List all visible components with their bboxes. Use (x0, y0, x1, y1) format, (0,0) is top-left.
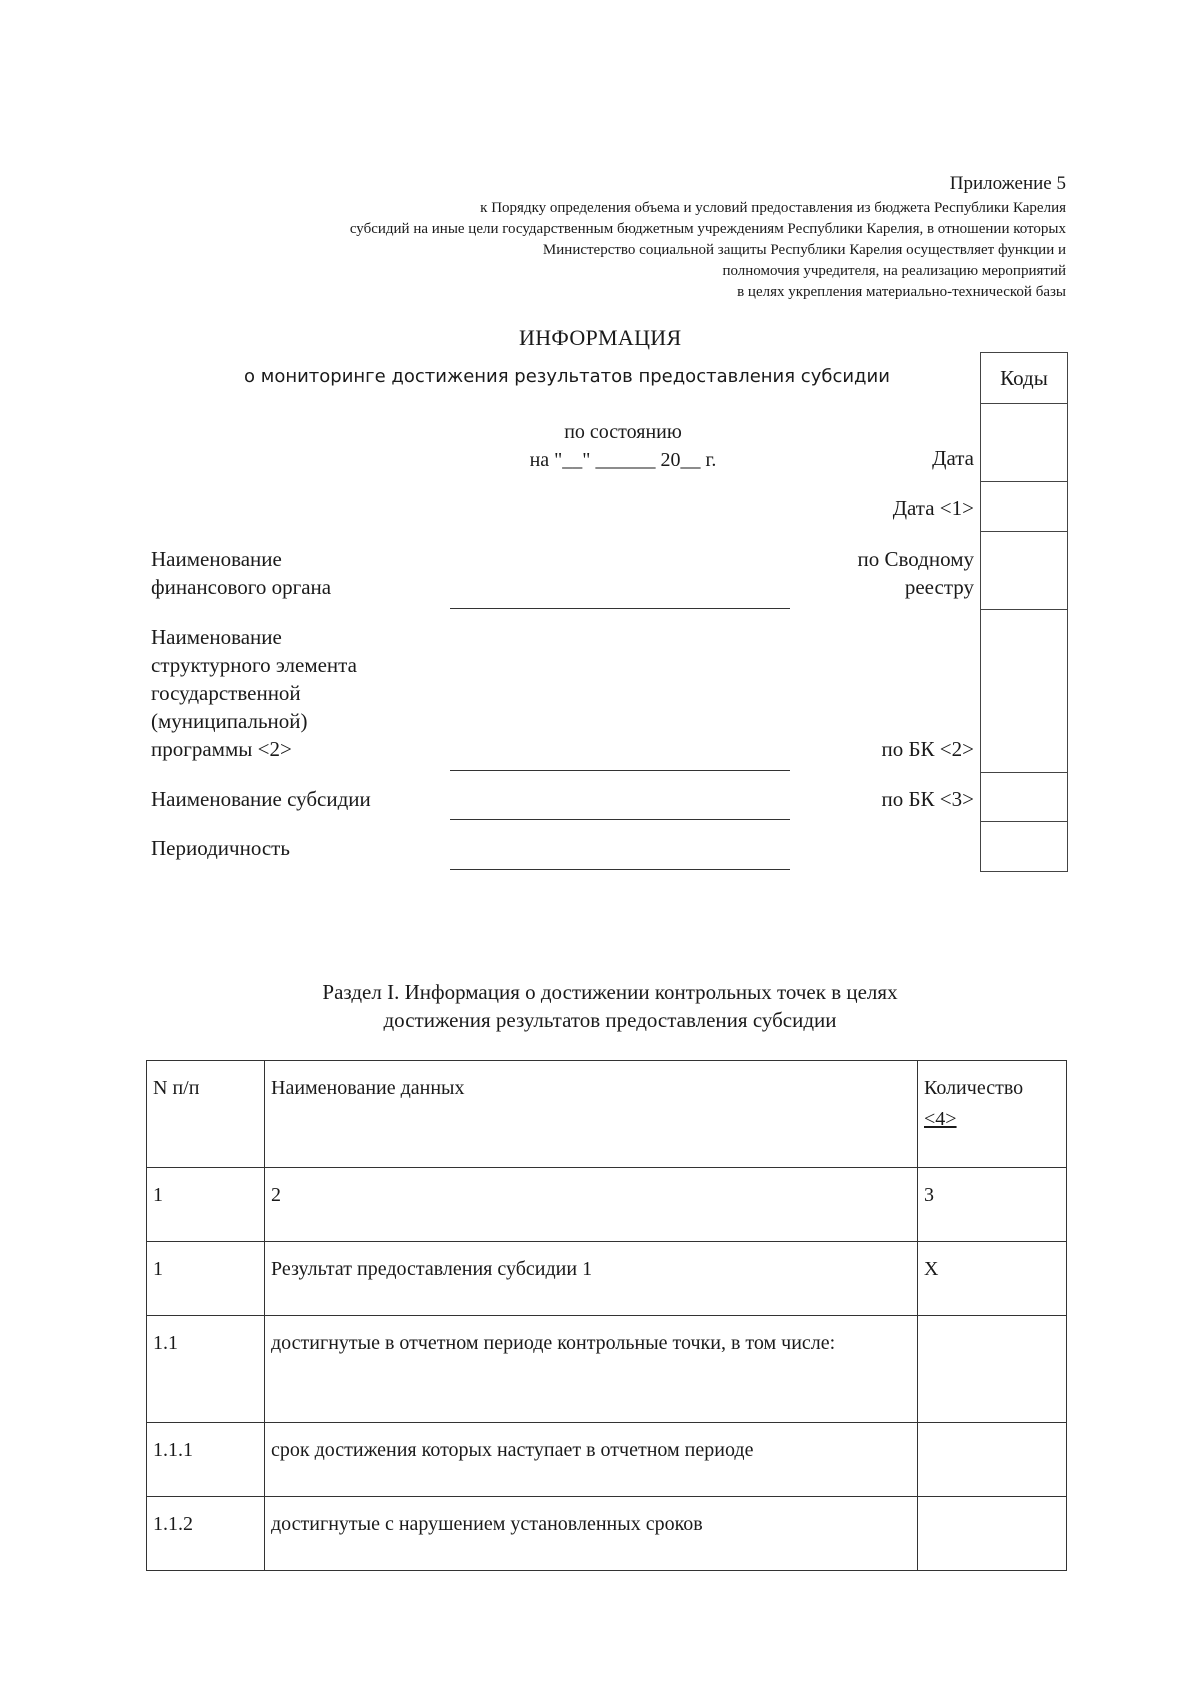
table-row (147, 1497, 1067, 1571)
label-consolidated (858, 545, 974, 601)
cell-name: 2 (265, 1168, 918, 1242)
cell-num: 1.1 (147, 1316, 265, 1423)
cell-qty: 3 (918, 1168, 1067, 1242)
state-date-line: на "__" ______ 20__ г. (529, 449, 717, 471)
cell-name: срок достижения которых наступает в отчетном периоде (265, 1423, 918, 1497)
state-line: по состоянию (564, 421, 682, 443)
cell-qty[interactable] (918, 1316, 1067, 1423)
cell-name: Результат предоставления субсидии 1 (265, 1242, 918, 1316)
table-row (147, 1423, 1067, 1497)
table-row (147, 1316, 1067, 1423)
label-consolidated-line: реестру (904, 575, 974, 599)
label-periodicity: Периодичность (151, 836, 290, 860)
periodicity-field[interactable] (450, 869, 790, 870)
code-cell-bk2[interactable] (981, 610, 1067, 773)
label-consolidated-line: по Сводному (857, 547, 974, 571)
header-qty-label: Количество (924, 1077, 1024, 1099)
label-line: финансового органа (151, 575, 332, 599)
label-bk-2: по БК <2> (881, 737, 974, 761)
appendix-title: Приложение 5 (949, 173, 1066, 194)
footnote-link-4[interactable]: <4> (924, 1108, 957, 1130)
cell-num: 1.1.2 (147, 1497, 265, 1571)
appendix-header (350, 172, 1066, 303)
code-cell-bk3[interactable] (981, 773, 1067, 822)
cell-qty[interactable] (918, 1497, 1067, 1571)
subsidy-name-field[interactable] (450, 819, 790, 820)
header-qty (918, 1061, 1067, 1168)
code-cell-periodicity[interactable] (981, 822, 1067, 872)
appendix-line: к Порядку определения объема и условий предоставления из бюджета Республики Карелия (480, 200, 1066, 216)
label-line: Наименование (151, 547, 282, 571)
header-num: N п/п (147, 1061, 265, 1168)
appendix-line: в целях укрепления материально-технической базы (737, 284, 1066, 300)
appendix-line: полномочия учредителя, на реализацию мероприятий (722, 263, 1066, 279)
table-header-row (147, 1061, 1067, 1168)
label-line: программы <2> (151, 737, 292, 761)
financial-body-field[interactable] (450, 608, 790, 609)
code-cell-date[interactable] (981, 404, 1067, 482)
document-title: ИНФОРМАЦИЯ (519, 325, 682, 350)
appendix-line: субсидий на иные цели государственным бюджетным учреждениям Республики Карелия, в отношении которых (349, 221, 1066, 237)
cell-name: достигнутые в отчетном периоде контрольные точки, в том числе: (265, 1316, 918, 1423)
label-financial-body (151, 545, 331, 601)
table-row (147, 1168, 1067, 1242)
control-points-table (146, 1060, 1067, 1571)
cell-num: 1 (147, 1242, 265, 1316)
cell-num: 1.1.1 (147, 1423, 265, 1497)
section-title-line: достижения результатов предоставления субсидии (383, 1008, 837, 1032)
code-cell-date1[interactable] (981, 482, 1067, 532)
cell-qty: X (918, 1242, 1067, 1316)
table-row (147, 1242, 1067, 1316)
code-cell-consolidated[interactable] (981, 532, 1067, 610)
label-date-1: Дата <1> (892, 496, 974, 520)
label-subsidy-name: Наименование субсидии (151, 787, 371, 811)
cell-name: достигнутые с нарушением установленных сроков (265, 1497, 918, 1571)
label-date: Дата (932, 446, 974, 470)
state-date (503, 418, 743, 474)
cell-qty[interactable] (918, 1423, 1067, 1497)
label-line: структурного элемента (151, 653, 357, 677)
label-structural-element (151, 623, 357, 763)
document-subtitle: о мониторинге достижения результатов предоставления субсидии (244, 366, 890, 387)
codes-header: Коды (981, 353, 1067, 404)
appendix-line: Министерство социальной защиты Республики Карелия осуществляет функции и (542, 242, 1066, 258)
section-title-line: Раздел I. Информация о достижении контрольных точек в целях (322, 980, 898, 1004)
section-title (150, 978, 1070, 1034)
label-line: Наименование (151, 625, 282, 649)
label-bk-3: по БК <3> (881, 787, 974, 811)
cell-num: 1 (147, 1168, 265, 1242)
structural-element-field[interactable] (450, 770, 790, 771)
label-line: (муниципальной) (151, 709, 308, 733)
header-name: Наименование данных (265, 1061, 918, 1168)
label-line: государственной (151, 681, 301, 705)
codes-column (980, 352, 1068, 872)
